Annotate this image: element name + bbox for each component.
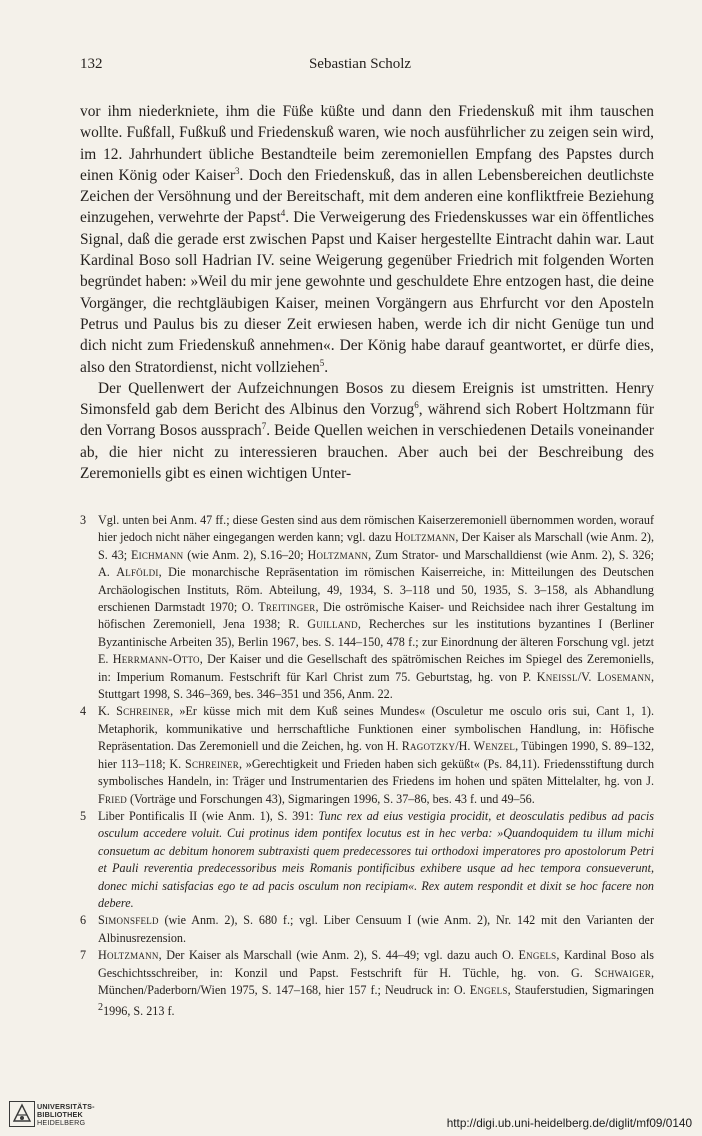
footnote-number: 3 (80, 513, 87, 527)
body-text (80, 101, 654, 484)
paragraph: vor ihm niederkniete, ihm die Füße küßte und dann den Friedenskuß mit ihm tauschen wollte. Fußfall, Fußkuß und Friedenskuß waren, wie noch ausführlicher zu zeigen sein wird, im 12. Jahrhundert übliche Bestandteile beim zeremoniellen Empfang des Papstes durch einen König oder Kaiser$^3$. Doch den Friedenskuß, das in allen Lebensbereichen deutlichste Zeichen der Versöhnung und der Bereitschaft, mit dem anderen eine konfliktfreie Beziehung einzugehen, verwehrte der Papst$^4$. Die Verweigerung des Friedenskusses war ein öffentliches Signal, daß die gerade erst zwischen Papst und Kaiser hergestellte Eintracht dahin war. Laut Kardinal Boso soll Hadrian IV. seine Weigerung gegenüber Friedrich mit folgenden Worten begründet haben: »Weil du mir jene gewohnte und geschuldete Ehre entzogen hast, die deine Vorgänger, die rechtgläubigen Kaiser, meinen Vorgängern aus Ehrfurcht vor den Aposteln Petrus und Paulus bis zu dieser Zeit erwiesen haben, werde ich dir nicht Genüge tun und dich nicht zum Friedenskuß annehmen«. Der König habe darauf geantwortet, er dürfe dies, also den Stratordienst, nicht vollziehen$^5$. (80, 103, 654, 376)
footnote-number: 5 (80, 808, 87, 823)
footnote-number: 4 (80, 704, 87, 719)
page-number: 132 (80, 56, 103, 72)
footnote-ref-4[interactable]: 4 (280, 208, 286, 219)
footnote-number: 7 (80, 948, 87, 963)
footnote-ref-5[interactable]: 5 (319, 357, 325, 368)
footnote-ref-3[interactable]: 3 (235, 165, 240, 176)
library-logo[interactable] (9, 1101, 121, 1127)
library-name: UNIVERSITÄTS- BIBLIOTHEK HEIDELBERG (37, 1102, 95, 1127)
footnotes (80, 512, 654, 1021)
footnote-ref-6[interactable]: 6 (414, 400, 419, 411)
footnote-ref-7[interactable]: 7 (261, 421, 267, 432)
footnote-number: 6 (80, 913, 87, 928)
running-head: Sebastian Scholz (308, 56, 412, 72)
paragraph: Der Quellenwert der Aufzeichnungen Bosos zu diesem Ereignis ist umstritten. Henry Simonsfeld gab dem Bericht des Albinus den Vorzug$^6$, während sich Robert Holtzmann für den Vorrang Bosos aussprach$^7$. Beide Quellen weichen in verschiedenen Details voneinander ab, die hier nicht zu interessieren brauchen. Aber auch bei der Beschreibung des Zeremoniells gibt es einen wichtigen Unter- (80, 379, 654, 483)
footnote-3: 3 Vgl. unten bei Anm. 47 ff.; diese Gesten sind aus dem römischen Kaiserzeremoniell übernommen worden, worauf hier jedoch nicht näher eingegangen werden kann; vgl. dazu Holtzmann, Der Kaiser als Marschall (wie Anm. 2), S. 43; Eichmann (wie Anm. 2), S.16–20; Holtzmann, Zum Strator- und Marschalldienst (wie Anm. 2), S. 326; A. Alföldi, Die monarchische Repräsentation im römischen Kaiserreiche, in: Mitteilungen des Deutschen Archäologischen Instituts, Röm. Abteilung, 49, 1934, S. 3–118 und 50, 1935, S. 3–158, als Abhandlung erschienen Darmstadt 1970; O. Treitinger, Die oströmische Kaiser- und Reichsidee nach ihrer Gestaltung im höfischen Zeremoniell, Jena 1938; R. Guilland, Recherches sur les institutions byzantines I (Berliner Byzantinische Arbeiten 35), Berlin 1967, bes. S. 144–150, 478 f.; zur Einordnung der älteren Forschung vgl. jetzt E. Herrmann-Otto, Der Kaiser und die Gesellschaft des spätrömischen Reiches im Spiegel des Zeremoniells, in: Imperium Romanum. Festschrift für Karl Christ zum 75. Geburtstag, hg. von P. Kneissl/V. Losemann, Stuttgart 1998, S. 346–369, bes. 346–351 und 356, Anm. 22. (80, 513, 655, 702)
page-header (80, 56, 640, 78)
footnote-5: 5 Liber Pontificalis II (wie Anm. 1), S. 391: Tunc rex ad eius vestigia procidit, et deosculatis pedibus ad pacis osculum accedere voluit. Cui protinus idem pontifex locutus est in hec verba: »Quandoquidem tu illum michi consuetum ac debitum honorem subtraxisti quem predecessores tui orthodoxi imperatores pro apostolorum Petri et Pauli reverentia predecessoribus meis Romanis pontificibus exhibere usque ad hec tempora consueverunt, donec michi satisfacias ego te ad pacis osculum non recipiam«. Rex autem respondit et dixit se hoc facere non debere. (80, 808, 654, 910)
footnote-6: 6 Simonsfeld (wie Anm. 2), S. 680 f.; vgl. Liber Censuum I (wie Anm. 2), Nr. 142 mit den Varianten der Albinusrezension. (80, 913, 654, 945)
source-url-link[interactable]: http://digi.ub.uni-heidelberg.de/diglit/mf09/0140 (446, 1116, 692, 1130)
university-seal-icon (9, 1101, 35, 1127)
footnote-4: 4 K. Schreiner, »Er küsse mich mit dem Kuß seines Mundes« (Osculetur me osculo oris sui, Cant 1, 1). Metaphorik, kommunikative und herrschaftliche Funktionen einer symbolischen Handlung, in: Höfische Repräsentation. Das Zeremoniell und die Zeichen, hg. von H. Ragotzky/H. Wenzel, Tübingen 1990, S. 89–132, hier 113–118; K. Schreiner, »Gerechtigkeit und Frieden haben sich geküßt« (Ps. 84,11). Friedensstiftung durch symbolisches Handeln, in: Träger und Instrumentarien des Friedens im hohen und späten Mittelalter, hg. von J. Fried (Vorträge und Forschungen 43), Sigmaringen 1996, S. 37–86, bes. 43 f. und 49–56. (80, 704, 655, 806)
footnote-7: 7 Holtzmann, Der Kaiser als Marschall (wie Anm. 2), S. 44–49; vgl. dazu auch O. Engels, Kardinal Boso als Geschichtsschreiber, in: Konzil und Papst. Festschrift für H. Tüchle, hg. von. G. Schwaiger, München/Paderborn/Wien 1975, S. 147–168, hier 157 f.; Neudruck in: O. Engels, Stauferstudien, Sigmaringen $^2$1996, S. 213 f. (80, 948, 655, 1019)
